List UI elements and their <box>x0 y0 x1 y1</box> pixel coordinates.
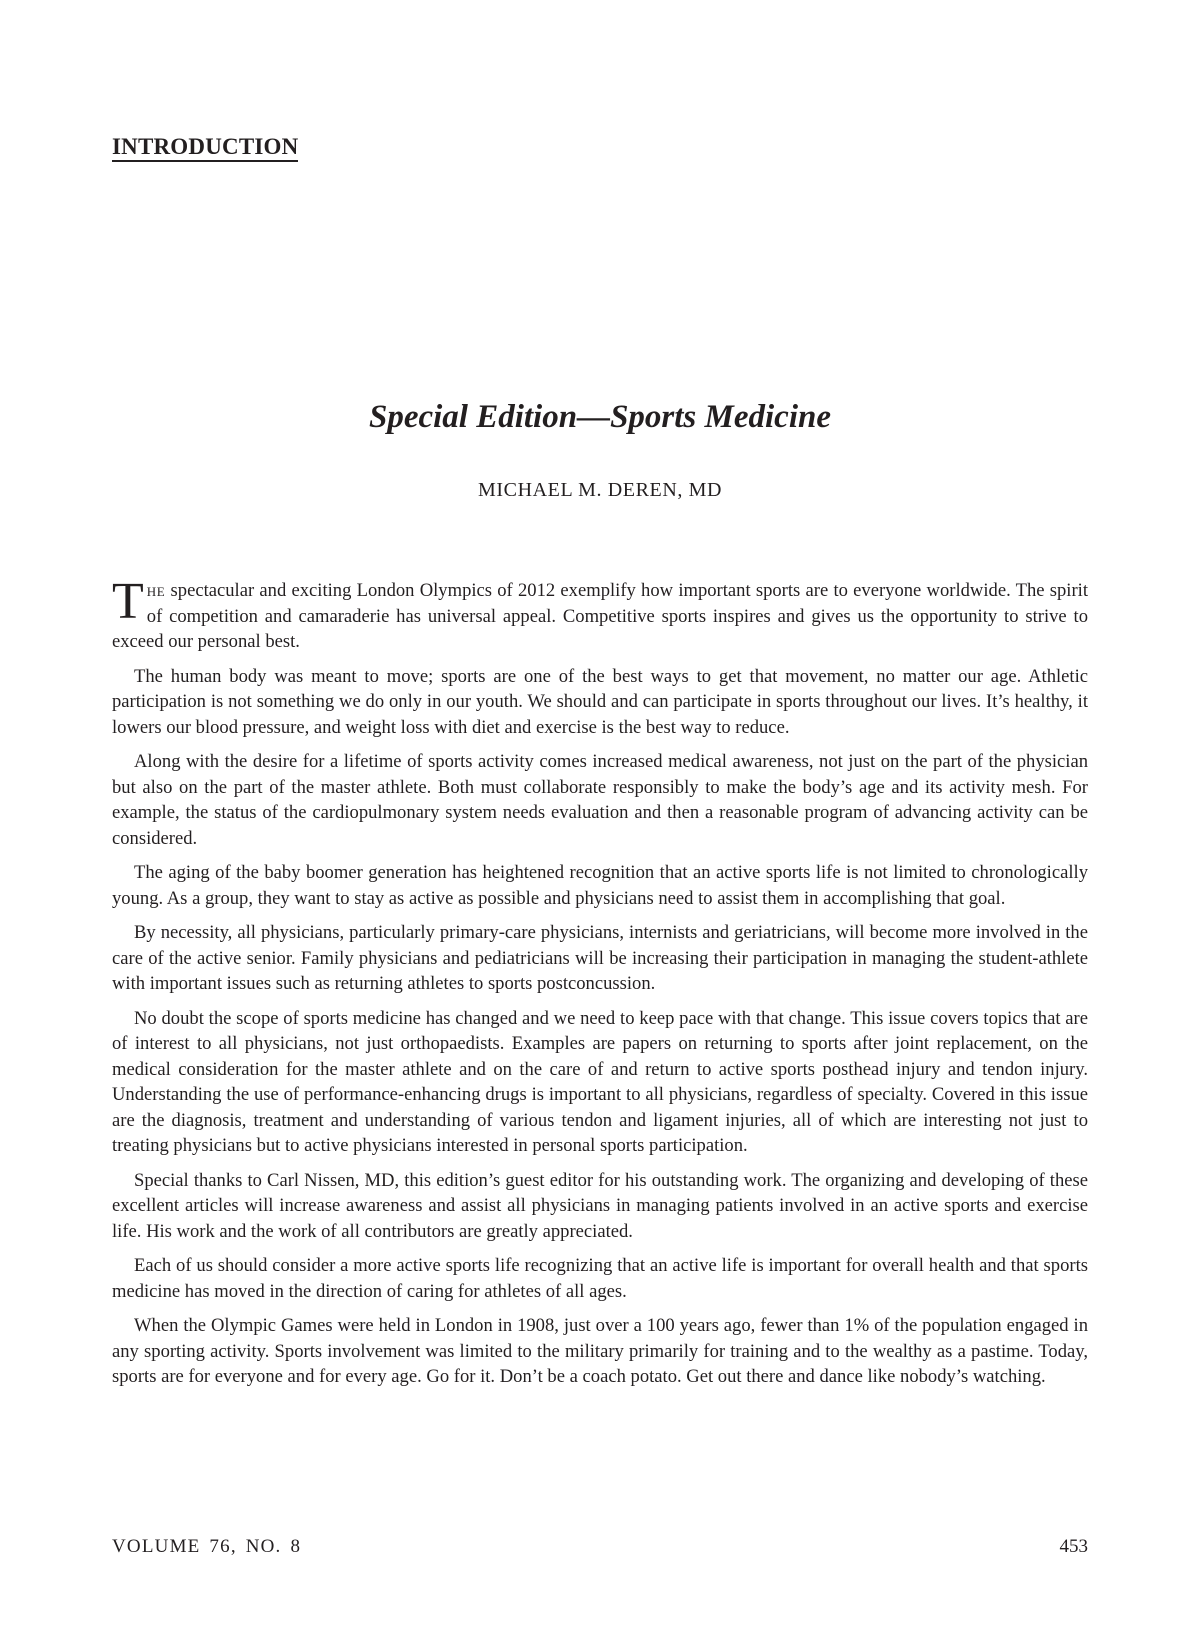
article-title: Special Edition—Sports Medicine <box>368 399 832 435</box>
volume-info: VOLUME 76, NO. 8 <box>112 1536 302 1557</box>
section-label: INTRODUCTION <box>112 134 298 162</box>
page-number: 453 <box>1059 1536 1088 1557</box>
paragraph-5: By necessity, all physicians, particularly primary-care physicians, internists and geriatricians, will become more involved in the care of the active senior. Family physicians and pediatricians will be increasing their participation in managing the student-athlete with important issues such as returning athletes to sports postconcussion. <box>112 922 1088 994</box>
paragraph-4: The aging of the baby boomer generation has heightened recognition that an active sports life is not limited to chronologically young. As a group, they want to stay as active as possible and physicians need to assist them in accomplishing that goal. <box>112 862 1088 909</box>
small-caps-lead: he <box>146 580 166 601</box>
paragraph-9: When the Olympic Games were held in London in 1908, just over a 100 years ago, fewer than 1% of the population engaged in any sporting activity. Sports involvement was limited to the military primarily for training and to the wealthy as a pastime. Today, sports are for everyone and for every age. Go for it. Don’t be a coach potato. Get out there and dance like nobody’s watching. <box>112 1315 1088 1387</box>
paragraph-3: Along with the desire for a lifetime of sports activity comes increased medical awareness, not just on the part of the physician but also on the part of the master athlete. Both must collaborate responsibly to make the body’s age and its activity mesh. For example, the status of the cardiopulmonary system needs evaluation and then a reasonable program of advancing activity can be considered. <box>112 751 1088 849</box>
paragraph-1 <box>112 573 1088 655</box>
paragraph-6: No doubt the scope of sports medicine has changed and we need to keep pace with that change. This issue covers topics that are of interest to all physicians, not just orthopaedists. Examples are papers on returning to sports after joint replacement, on the medical consideration for the master athlete and on the care of and return to active sports posthead injury and tendon injury. Understanding the use of performance-enhancing drugs is important to all physicians, regardless of specialty. Covered in this issue are the diagnosis, treatment and understanding of various tendon and ligament injuries, all of which are interesting not just to treating physicians but to active physicians interested in personal sports participation. <box>112 1007 1088 1156</box>
article-author: MICHAEL M. DEREN, MD <box>477 479 723 501</box>
paragraph-7: Special thanks to Carl Nissen, MD, this edition’s guest editor for his outstanding work. The organizing and developing of these excellent articles will increase awareness and assist all physicians in managing patients involved in an active sports and exercise life. His work and the work of all contributors are greatly appreciated. <box>112 1169 1088 1242</box>
paragraph-1-text: spectacular and exciting London Olympics of 2012 exemplify how important sports are to everyone worldwide. The spirit of competition and camaraderie has universal appeal. Competitive sports inspires and gives us the opportunity to strive to exceed our personal best. <box>112 580 1088 652</box>
drop-cap: T <box>112 573 144 630</box>
paragraph-2: The human body was meant to move; sports are one of the best ways to get that movement, no matter our age. Athletic participation is not something we do only in our youth. We should and can participate in sports throughout our lives. It’s healthy, it lowers our blood pressure, and weight loss with diet and exercise is the best way to reduce. <box>112 665 1088 738</box>
article-body <box>112 573 1088 1399</box>
paragraph-8: Each of us should consider a more active sports life recognizing that an active life is important for overall health and that sports medicine has moved in the direction of caring for athletes of all ages. <box>112 1255 1088 1302</box>
